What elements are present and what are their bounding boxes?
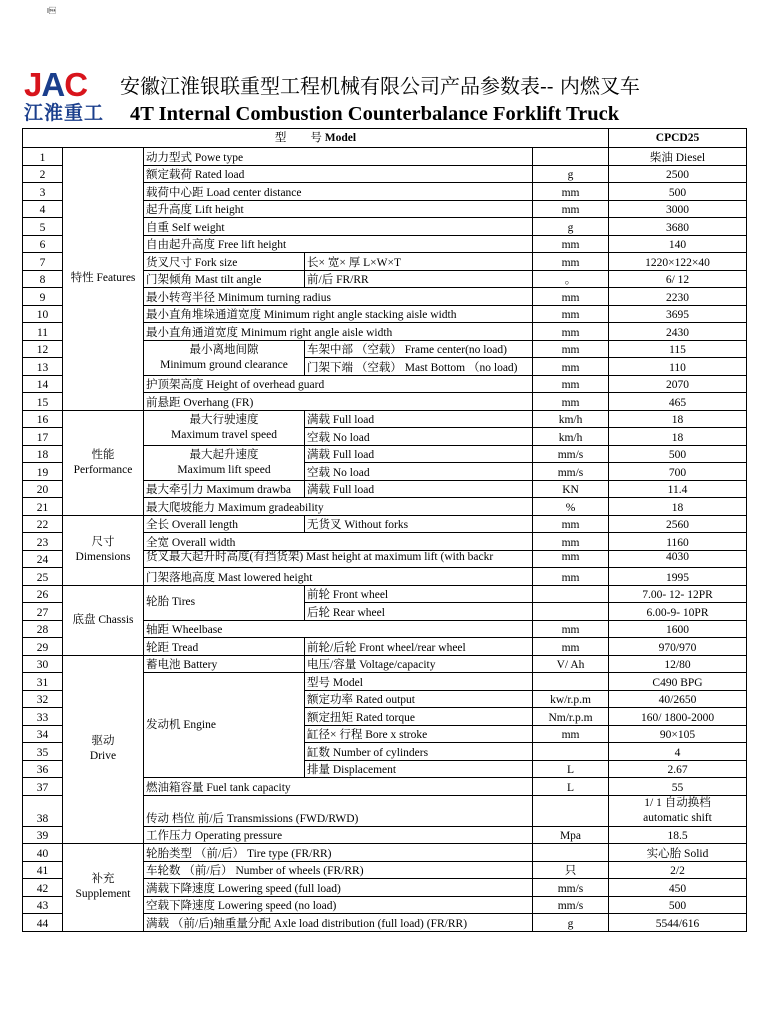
model-header-label: 型 号 Model (23, 129, 609, 148)
unit-cell: mm (533, 568, 609, 586)
row-number: 26 (23, 585, 63, 603)
detail-cell: 空载 No load (305, 428, 533, 446)
unit-cell (533, 844, 609, 862)
parameter-cell: 起升高度 Lift height (144, 200, 533, 218)
unit-cell: mm (533, 533, 609, 551)
row-number: 43 (23, 896, 63, 914)
unit-cell: mm/s (533, 463, 609, 481)
parameter-cell: 货叉最大起升时高度(有挡货架) Mast height at maximum lift (with backr (144, 550, 533, 568)
value-cell: 500 (609, 445, 747, 463)
value-cell: 115 (609, 340, 747, 358)
unit-cell: g (533, 165, 609, 183)
row-number: 35 (23, 743, 63, 761)
row-number: 24 (23, 550, 63, 568)
unit-cell: L (533, 778, 609, 796)
row-number: 10 (23, 305, 63, 323)
tires-label: 轮胎 Tires (144, 585, 305, 620)
engine-label: 发动机 Engine (144, 673, 305, 778)
value-cell: 700 (609, 463, 747, 481)
category-label: 特性 Features (63, 148, 144, 411)
category-label: 性能 Performance (63, 410, 144, 515)
unit-cell: 。 (533, 270, 609, 288)
parameter-cell: 空载下降速度 Lowering speed (no load) (144, 896, 533, 914)
value-cell: 90×105 (609, 725, 747, 743)
row-number: 23 (23, 533, 63, 551)
row-number: 40 (23, 844, 63, 862)
unit-cell: Nm/r.p.m (533, 708, 609, 726)
value-cell: 3680 (609, 218, 747, 236)
value-cell: 4030 (609, 550, 747, 568)
table-row (23, 515, 747, 533)
value-cell: 970/970 (609, 638, 747, 656)
value-cell: 465 (609, 393, 747, 411)
value-cell: 2500 (609, 165, 747, 183)
detail-cell: 电压/容量 Voltage/capacity (305, 655, 533, 673)
table-row (23, 148, 747, 166)
parameter-cell: 全长 Overall length (144, 515, 305, 533)
unit-cell: KN (533, 480, 609, 498)
parameter-cell: 载荷中心距 Load center distance (144, 183, 533, 201)
row-number: 42 (23, 879, 63, 897)
row-number: 27 (23, 603, 63, 621)
unit-cell: mm (533, 550, 609, 568)
row-number: 7 (23, 253, 63, 271)
row-number: 36 (23, 760, 63, 778)
unit-cell: mm (533, 725, 609, 743)
value-cell: 柴油 Diesel (609, 148, 747, 166)
parameter-cell: 门架落地高度 Mast lowered height (144, 568, 533, 586)
table-row (23, 585, 747, 603)
row-number: 11 (23, 323, 63, 341)
unit-cell: km/h (533, 410, 609, 428)
table-row (23, 844, 747, 862)
row-number: 8 (23, 270, 63, 288)
row-number: 32 (23, 690, 63, 708)
unit-cell: mm (533, 200, 609, 218)
detail-cell: 额定功率 Rated output (305, 690, 533, 708)
unit-cell: mm (533, 638, 609, 656)
row-number: 41 (23, 861, 63, 879)
detail-cell: 缸数 Number of cylinders (305, 743, 533, 761)
unit-cell: g (533, 218, 609, 236)
detail-cell: 前轮/后轮 Front wheel/rear wheel (305, 638, 533, 656)
value-cell: 2560 (609, 515, 747, 533)
row-number: 12 (23, 340, 63, 358)
jac-logo-mark: J A C (24, 66, 88, 103)
unit-cell: mm (533, 235, 609, 253)
row-number: 33 (23, 708, 63, 726)
unit-cell: km/h (533, 428, 609, 446)
parameter-cell: 全宽 Overall width (144, 533, 533, 551)
unit-cell: kw/r.p.m (533, 690, 609, 708)
unit-cell: mm/s (533, 445, 609, 463)
table-row (23, 655, 747, 673)
row-number: 2 (23, 165, 63, 183)
detail-cell: 无货叉 Without forks (305, 515, 533, 533)
detail-cell: 满载 Full load (305, 410, 533, 428)
row-number: 30 (23, 655, 63, 673)
parameter-cell: 额定载荷 Rated load (144, 165, 533, 183)
title-english: 4T Internal Combustion Counterbalance Forklift Truck (130, 103, 620, 125)
detail-cell: 满载 Full load (305, 480, 533, 498)
detail-cell: 后轮 Rear wheel (305, 603, 533, 621)
row-number: 6 (23, 235, 63, 253)
parameter-cell: 工作压力 Operating pressure (144, 826, 533, 844)
transmission-label: 传动 档位 前/后 Transmissions (FWD/RWD) (144, 795, 533, 826)
parameter-cell: 前悬距 Overhang (FR) (144, 393, 533, 411)
row-number: 13 (23, 358, 63, 376)
detail-cell: 缸径× 行程 Bore x stroke (305, 725, 533, 743)
parameter-cell: 轮胎类型 （前/后） Tire type (FR/RR) (144, 844, 533, 862)
unit-cell: mm (533, 358, 609, 376)
value-cell: 110 (609, 358, 747, 376)
value-cell: 18 (609, 498, 747, 516)
unit-cell: mm (533, 288, 609, 306)
unit-cell: mm (533, 393, 609, 411)
parameter-cell: 最大爬坡能力 Maximum gradeability (144, 498, 533, 516)
value-cell: 160/ 1800-2000 (609, 708, 747, 726)
row-number: 22 (23, 515, 63, 533)
detail-cell: 前/后 FR/RR (305, 270, 533, 288)
unit-cell: g (533, 914, 609, 932)
unit-cell: mm (533, 183, 609, 201)
parameter-cell: 轮距 Tread (144, 638, 305, 656)
row-number: 34 (23, 725, 63, 743)
row-number: 17 (23, 428, 63, 446)
row-number: 25 (23, 568, 63, 586)
parameter-cell: 最大牵引力 Maximum drawba (144, 480, 305, 498)
value-cell: 140 (609, 235, 747, 253)
value-cell: 6/ 12 (609, 270, 747, 288)
unit-cell (533, 795, 609, 826)
row-number: 31 (23, 673, 63, 691)
value-cell: 1/ 1 自动换档 automatic shift (609, 795, 747, 826)
parameter-cell: 满载下降速度 Lowering speed (full load) (144, 879, 533, 897)
detail-cell: 车架中部 （空载） Frame center(no load) (305, 340, 533, 358)
row-number: 16 (23, 410, 63, 428)
value-cell: 1600 (609, 620, 747, 638)
value-cell: C490 BPG (609, 673, 747, 691)
value-cell: 2070 (609, 375, 747, 393)
parameter-cell: 最小转弯半径 Minimum turning radius (144, 288, 533, 306)
row-number: 21 (23, 498, 63, 516)
value-cell: 1995 (609, 568, 747, 586)
spec-table-body (23, 129, 747, 932)
parameter-cell: 护顶架高度 Height of overhead guard (144, 375, 533, 393)
detail-cell: 型号 Model (305, 673, 533, 691)
value-cell: 450 (609, 879, 747, 897)
category-label: 底盘 Chassis (63, 585, 144, 655)
unit-cell: mm (533, 305, 609, 323)
jac-logo (24, 66, 122, 125)
row-number: 18 (23, 445, 63, 463)
value-cell: 2.67 (609, 760, 747, 778)
detail-cell: 额定扭矩 Rated torque (305, 708, 533, 726)
table-row (23, 410, 747, 428)
unit-cell: V/ Ah (533, 655, 609, 673)
unit-cell (533, 743, 609, 761)
value-cell: 18.5 (609, 826, 747, 844)
value-cell: 4 (609, 743, 747, 761)
ground-clearance-label: 最小离地间隙 Minimum ground clearance (144, 340, 305, 375)
value-cell: 2/2 (609, 861, 747, 879)
corner-mark: I (47, 8, 56, 15)
unit-cell (533, 603, 609, 621)
row-number: 1 (23, 148, 63, 166)
detail-cell: 门架下端 （空载） Mast Bottom （no load) (305, 358, 533, 376)
parameter-cell: 货叉尺寸 Fork size (144, 253, 305, 271)
detail-cell: 排量 Displacement (305, 760, 533, 778)
unit-cell: mm (533, 620, 609, 638)
detail-cell: 满载 Full load (305, 445, 533, 463)
value-cell: 1220×122×40 (609, 253, 747, 271)
value-cell: 18 (609, 428, 747, 446)
row-number: 14 (23, 375, 63, 393)
max-travel-speed-label: 最大行驶速度 Maximum travel speed (144, 410, 305, 445)
row-number: 29 (23, 638, 63, 656)
parameter-cell: 轴距 Wheelbase (144, 620, 533, 638)
row-number: 19 (23, 463, 63, 481)
unit-cell (533, 148, 609, 166)
detail-cell: 前轮 Front wheel (305, 585, 533, 603)
row-number: 37 (23, 778, 63, 796)
parameter-cell: 动力型式 Powe type (144, 148, 533, 166)
detail-cell: 长× 宽× 厚 L×W×T (305, 253, 533, 271)
value-cell: 6.00-9- 10PR (609, 603, 747, 621)
parameter-cell: 最小直角通道宽度 Minimum right angle aisle width (144, 323, 533, 341)
parameter-cell: 蓄电池 Battery (144, 655, 305, 673)
jac-logo-chinese: 江淮重工 (24, 102, 105, 124)
row-number: 4 (23, 200, 63, 218)
value-cell: 12/80 (609, 655, 747, 673)
max-lift-speed-label: 最大起升速度 Maximum lift speed (144, 445, 305, 480)
unit-cell: mm (533, 340, 609, 358)
parameter-cell: 最小直角堆垛通道宽度 Minimum right angle stacking aisle width (144, 305, 533, 323)
unit-cell: mm (533, 515, 609, 533)
parameter-cell: 满载 （前/后)轴重量分配 Axle load distribution (full load) (FR/RR) (144, 914, 533, 932)
parameter-cell: 燃油箱容量 Fuel tank capacity (144, 778, 533, 796)
row-number: 5 (23, 218, 63, 236)
unit-cell: 只 (533, 861, 609, 879)
value-cell: 40/2650 (609, 690, 747, 708)
value-cell: 500 (609, 896, 747, 914)
unit-cell (533, 673, 609, 691)
value-cell: 18 (609, 410, 747, 428)
row-number: 15 (23, 393, 63, 411)
row-number: 38 (23, 795, 63, 826)
value-cell: 1160 (609, 533, 747, 551)
unit-cell: mm (533, 253, 609, 271)
row-number: 28 (23, 620, 63, 638)
value-cell: 3695 (609, 305, 747, 323)
unit-cell: mm/s (533, 879, 609, 897)
parameter-cell: 自由起升高度 Free lift height (144, 235, 533, 253)
value-cell: 55 (609, 778, 747, 796)
row-number: 3 (23, 183, 63, 201)
value-cell: 7.00- 12- 12PR (609, 585, 747, 603)
row-number: 39 (23, 826, 63, 844)
unit-cell: mm (533, 323, 609, 341)
row-number: 44 (23, 914, 63, 932)
parameter-cell: 自重 Self weight (144, 218, 533, 236)
table-header-row (23, 129, 747, 148)
value-cell: 2430 (609, 323, 747, 341)
unit-cell: mm (533, 375, 609, 393)
value-cell: 实心胎 Solid (609, 844, 747, 862)
unit-cell: L (533, 760, 609, 778)
spec-table (22, 128, 747, 932)
unit-cell: mm/s (533, 896, 609, 914)
value-cell: 11.4 (609, 480, 747, 498)
title-chinese: 安徽江淮银联重型工程机械有限公司产品参数表-- 内燃叉车 (120, 74, 640, 98)
value-cell: 5544/616 (609, 914, 747, 932)
value-cell: 3000 (609, 200, 747, 218)
row-number: 20 (23, 480, 63, 498)
detail-cell: 空载 No load (305, 463, 533, 481)
parameter-cell: 门架倾角 Mast tilt angle (144, 270, 305, 288)
row-number: 9 (23, 288, 63, 306)
value-cell: 2230 (609, 288, 747, 306)
model-value: CPCD25 (609, 129, 747, 148)
parameter-cell: 车轮数 （前/后） Number of wheels (FR/RR) (144, 861, 533, 879)
category-label: 驱动 Drive (63, 655, 144, 844)
unit-cell: % (533, 498, 609, 516)
category-label: 补充 Supplement (63, 844, 144, 932)
unit-cell: Mpa (533, 826, 609, 844)
value-cell: 500 (609, 183, 747, 201)
unit-cell (533, 585, 609, 603)
category-label: 尺寸 Dimensions (63, 515, 144, 585)
